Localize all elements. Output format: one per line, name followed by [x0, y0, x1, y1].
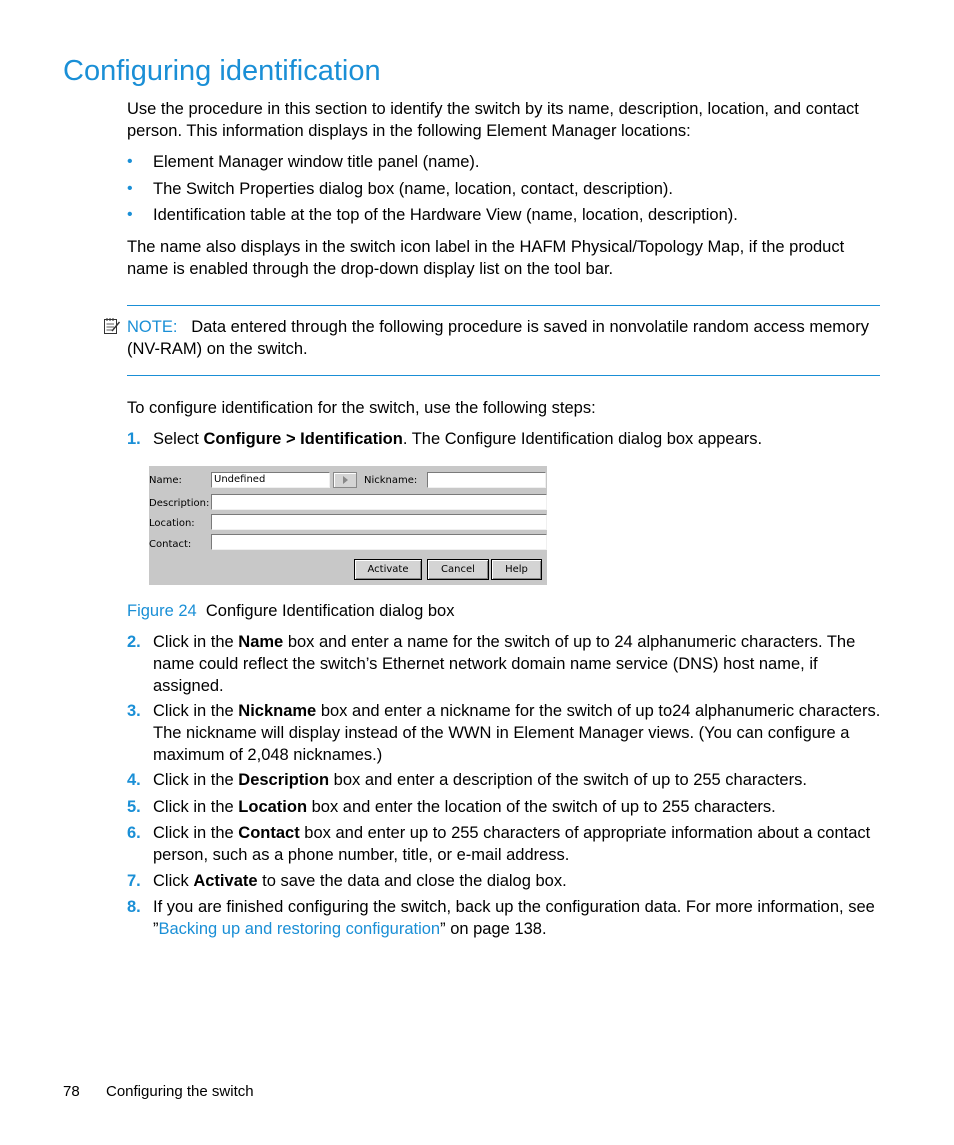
step-field-name: Location: [238, 798, 308, 816]
step-text-pre: Click in the: [153, 771, 239, 789]
name-dropdown-button[interactable]: [333, 472, 357, 488]
step-text-post: to save the data and close the dialog box.: [257, 872, 567, 890]
description-label: Description:: [149, 498, 210, 509]
figure-caption-text: Configure Identification dialog box: [205, 602, 455, 620]
bullet-icon: •: [127, 153, 133, 170]
step-number: 6.: [127, 824, 141, 842]
step-text-post: box and enter the location of the switch of up to 255 characters.: [307, 798, 776, 816]
activate-button[interactable]: Activate: [354, 559, 422, 580]
step-text-pre: Click in the: [153, 798, 239, 816]
step-number: 4.: [127, 771, 141, 789]
step-text-pre: Click in the: [153, 633, 239, 651]
name-field[interactable]: Undefined: [211, 472, 330, 488]
note-text: Data entered through the following procedure is saved in nonvolatile random access memory (NV-RAM) on the switch.: [127, 318, 869, 358]
step-number: 5.: [127, 798, 141, 816]
intro-paragraph: Use the procedure in this section to identify the switch by its name, description, location, and contact person. This information displays in the following Element Manager locations:: [127, 100, 859, 140]
step-field-name: Contact: [238, 824, 300, 842]
step-text-pre: Select: [153, 430, 204, 448]
step-text-pre: Click in the: [153, 702, 239, 720]
page-title: Configuring identification: [63, 55, 381, 87]
step-field-name: Description: [238, 771, 330, 789]
step-number: 3.: [127, 702, 141, 720]
arrow-right-icon: [334, 473, 356, 487]
step-field-name: Activate: [193, 872, 258, 890]
step-number: 2.: [127, 633, 141, 651]
backing-up-link[interactable]: Backing up and restoring configuration: [158, 920, 441, 938]
steps-intro: To configure identification for the switch, use the following steps:: [127, 399, 596, 417]
figure-label: Figure 24: [127, 602, 197, 620]
note-top-rule: [127, 305, 880, 306]
step-field-name: Nickname: [238, 702, 317, 720]
step-text-post: box and enter a name for the switch of up to 24 alphanumeric characters. The name could reflect the switch’s Ethernet network domain name service (DNS) host name, if assigned.: [153, 633, 856, 695]
note-block: [127, 316, 887, 360]
figure-caption: [127, 600, 887, 622]
step-number: 7.: [127, 872, 141, 890]
step-text-post: box and enter a description of the switch of up to 255 characters.: [329, 771, 807, 789]
bullet-icon: •: [127, 206, 133, 223]
help-button[interactable]: Help: [491, 559, 542, 580]
name-label: Name:: [149, 475, 182, 486]
step-text-post: box and enter up to 255 characters of appropriate information about a contact person, such as a phone number, title, or e-mail address.: [153, 824, 871, 864]
contact-field[interactable]: [211, 534, 547, 550]
nickname-label: Nickname:: [364, 475, 418, 486]
step-field-name: Name: [238, 633, 284, 651]
note-label: NOTE:: [127, 318, 178, 336]
step-text-pre: If you are finished configuring the switch, back up the configuration data. For more information, see ”: [153, 898, 875, 938]
bullet-text: The Switch Properties dialog box (name, location, contact, description).: [153, 180, 674, 198]
cancel-button[interactable]: Cancel: [427, 559, 489, 580]
step-number: 1.: [127, 430, 141, 448]
step-text-post: ” on page 138.: [440, 920, 547, 938]
step-text-post: box and enter a nickname for the switch of up to24 alphanumeric characters. The nickname will display instead of the WWN in Element Manager views. (You can configure a maximum of 2,048 nicknames.): [153, 702, 881, 764]
step-number: 8.: [127, 898, 141, 916]
configure-identification-dialog: [149, 466, 547, 585]
description-field[interactable]: [211, 494, 547, 510]
footer-section: Configuring the switch: [106, 1083, 254, 1100]
contact-label: Contact:: [149, 539, 192, 550]
step-text-post: . The Configure Identification dialog box appears.: [402, 430, 763, 448]
step-text-pre: Click in the: [153, 824, 239, 842]
location-label: Location:: [149, 518, 195, 529]
location-field[interactable]: [211, 514, 547, 530]
nickname-field[interactable]: [427, 472, 546, 488]
note-pad-icon: [103, 317, 121, 335]
bullet-text: Element Manager window title panel (name).: [153, 153, 480, 171]
note-bottom-rule: [127, 375, 880, 376]
bullet-icon: •: [127, 180, 133, 197]
bullet-text: Identification table at the top of the Hardware View (name, location, description).: [153, 206, 738, 224]
step-text-pre: Click: [153, 872, 194, 890]
step-menu-path: Configure > Identification: [203, 430, 403, 448]
page-number: 78: [63, 1083, 80, 1100]
map-paragraph: The name also displays in the switch icon label in the HAFM Physical/Topology Map, if the product name is enabled through the drop-down display list on the tool bar.: [127, 238, 845, 278]
